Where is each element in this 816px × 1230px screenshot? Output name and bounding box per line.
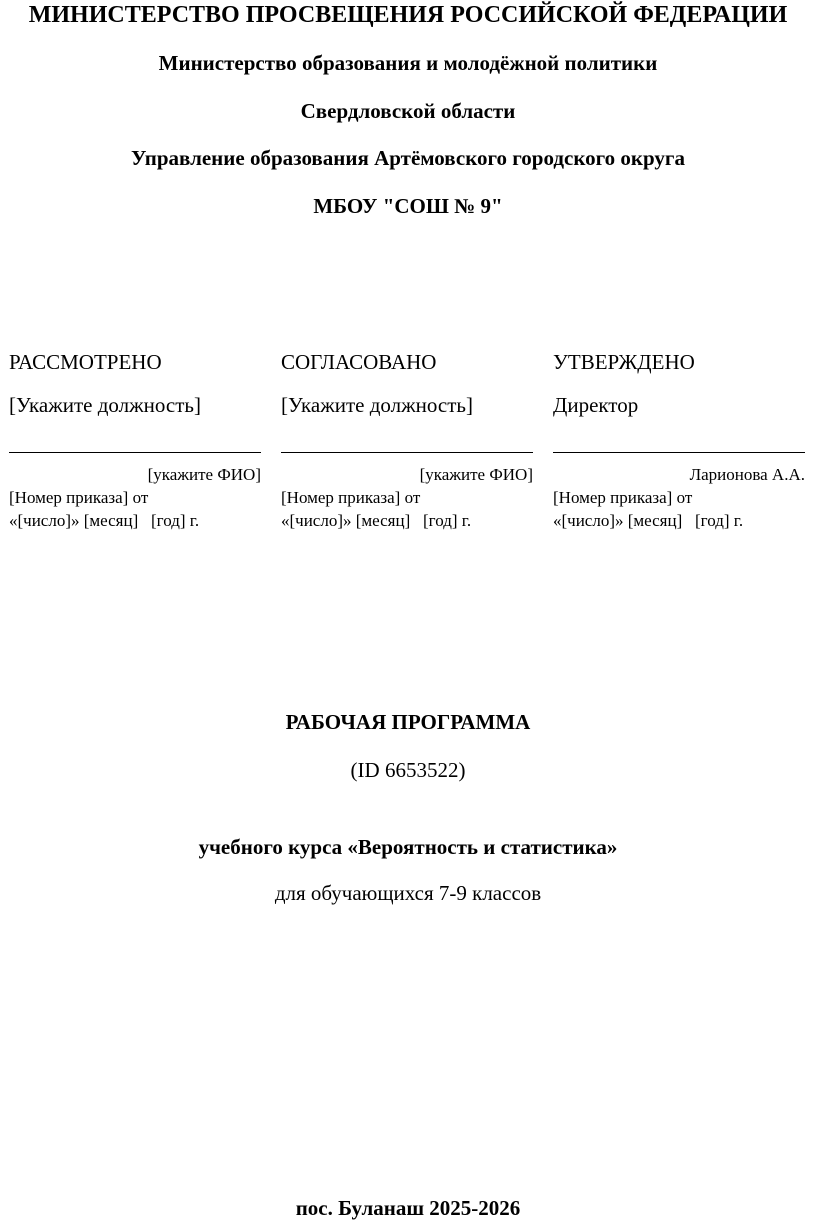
program-id: (ID 6653522) (350, 758, 466, 782)
approval-position: [Укажите должность] (9, 393, 201, 417)
approval-order: [Номер приказа] от (281, 488, 421, 507)
approval-date: «[число]» [месяц] [год] г. (9, 511, 200, 530)
approval-order: [Номер приказа] от (553, 488, 693, 507)
approval-date: «[число]» [месяц] [год] г. (281, 511, 472, 530)
place-and-year: пос. Буланаш 2025-2026 (295, 1196, 521, 1220)
approval-title: РАССМОТРЕНО (9, 350, 162, 374)
approval-name: Ларионова А.А. (689, 465, 805, 484)
region-line: Свердловской области (300, 99, 516, 123)
course-name: учебного курса «Вероятность и статистика» (198, 835, 618, 859)
approval-title: СОГЛАСОВАНО (281, 350, 437, 374)
signature-line (9, 452, 261, 453)
approval-position: [Укажите должность] (281, 393, 473, 417)
target-audience: для обучающихся 7-9 классов (274, 881, 542, 905)
ministry-heading: МИНИСТЕРСТВО ПРОСВЕЩЕНИЯ РОССИЙСКОЙ ФЕДЕРАЦИИ (28, 2, 788, 28)
regional-ministry-line: Министерство образования и молодёжной политики (158, 51, 658, 75)
signature-line (281, 452, 533, 453)
approval-title: УТВЕРЖДЕНО (553, 350, 695, 374)
approval-order: [Номер приказа] от (9, 488, 149, 507)
school-name: МБОУ "СОШ № 9" (313, 194, 503, 218)
approval-position: Директор (553, 393, 639, 417)
approval-name: [укажите ФИО] (147, 465, 261, 484)
department-line: Управление образования Артёмовского городского округа (131, 146, 685, 170)
approval-date: «[число]» [месяц] [год] г. (553, 511, 744, 530)
approval-name: [укажите ФИО] (419, 465, 533, 484)
program-title: РАБОЧАЯ ПРОГРАММА (285, 710, 531, 734)
signature-line (553, 452, 805, 453)
